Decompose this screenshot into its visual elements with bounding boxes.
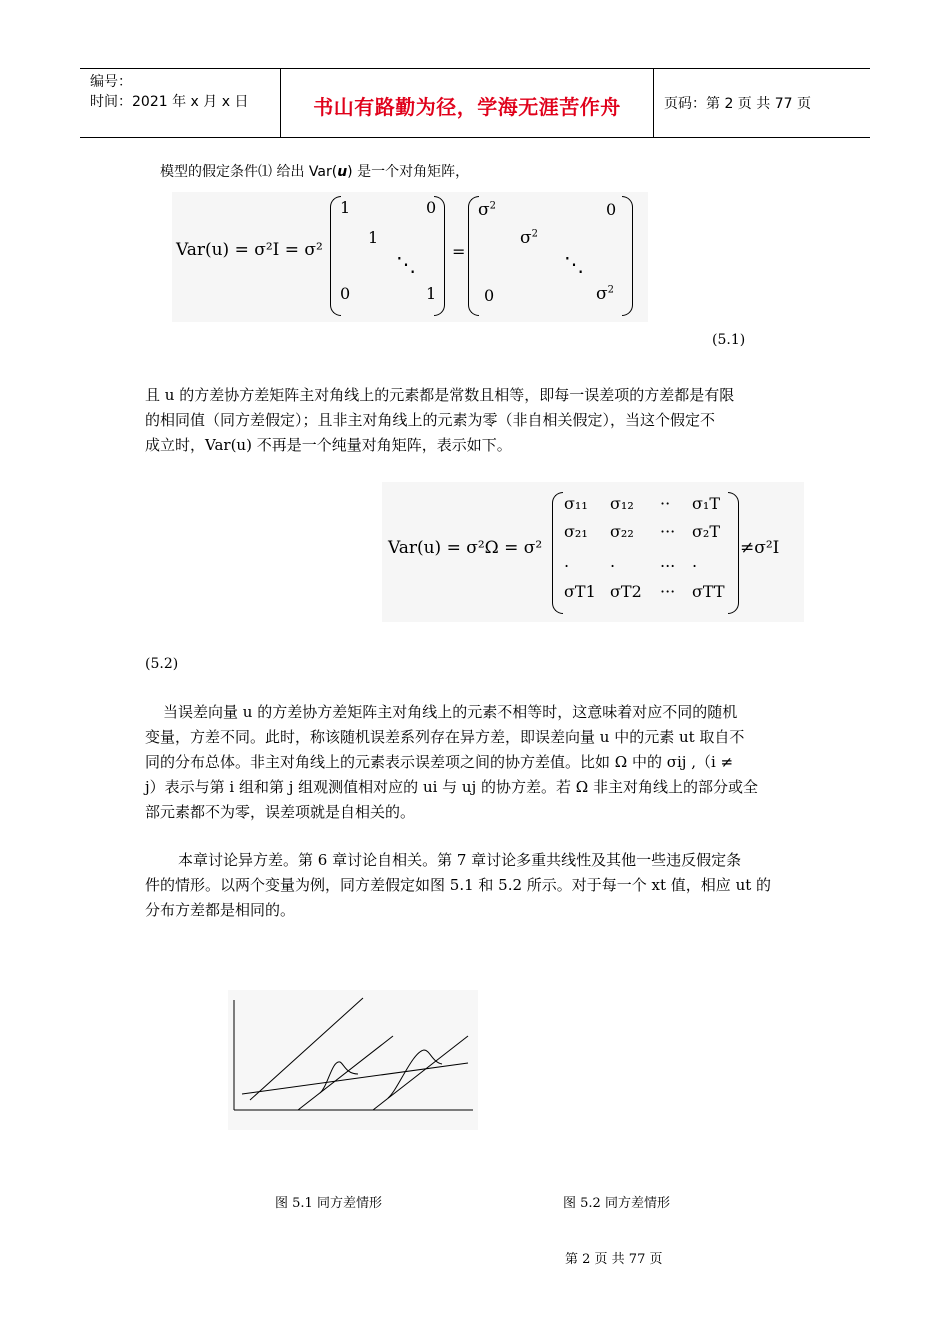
- intro-u: u: [337, 164, 348, 180]
- eq2-cell-r2c2: σ₂₂: [610, 522, 634, 541]
- para2-line2: 变量，方差不同。此时，称该随机误差系列存在异方差，即误差向量 u 中的元素 ut 取自不: [145, 728, 745, 746]
- eq1-m2-r4c1: 0: [484, 286, 495, 305]
- doc-code-label: 编号：: [90, 74, 132, 90]
- intro-text-after: ) 是一个对角矩阵，: [347, 164, 470, 180]
- eq2-cell-r4c1: σT1: [564, 582, 596, 601]
- eq2-cell-r1c4: σ₁T: [692, 494, 721, 513]
- eq2-cell-r3c3: ...: [660, 552, 676, 571]
- eq1-number: (5.1): [712, 332, 746, 348]
- intro-text-before: 模型的假定条件⑴ 给出 Var(: [160, 164, 338, 180]
- eq2-cell-r2c3: ···: [660, 522, 676, 541]
- eq2-matrix-grid: [564, 494, 728, 610]
- para1-line1: 且 u 的方差协方差矩阵主对角线上的元素都是常数且相等，即每一误差项的方差都是有限: [145, 386, 735, 404]
- page-footer: 第 2 页 共 77 页: [565, 1252, 663, 1267]
- eq2-number: (5.2): [145, 656, 179, 672]
- eq1-m1-r2c2: 1: [368, 228, 379, 247]
- eq1-m2-dots: ⋱: [564, 252, 584, 276]
- header-right-cell: [654, 69, 870, 137]
- eq1-equals: =: [452, 242, 466, 261]
- para1-line2: 的相同值（同方差假定）；且非主对角线上的元素为零（非自相关假定），当这个假定不: [145, 411, 716, 429]
- eq1-m1-dots: ⋱: [396, 252, 416, 276]
- header-motto: 书山有路勤为径，学海无涯苦作舟: [313, 95, 621, 119]
- para2-line3: 同的分布总体。非主对角线上的元素表示误差项之间的协方差值。比如 Ω 中的 σij ,（i ≠: [145, 753, 734, 771]
- para2-line5: 部元素都不为零，误差项就是自相关的。: [145, 803, 416, 821]
- para1-line3: 成立时，Var(u) 不再是一个纯量对角矩阵，表示如下。: [145, 436, 512, 454]
- figure-5-1-caption: 图 5.1 同方差情形: [275, 1196, 382, 1211]
- eq1-m2-right-paren: [622, 196, 633, 316]
- eq2-cell-r3c4: .: [692, 552, 698, 571]
- eq1-m1-r4c1: 0: [340, 284, 351, 303]
- eq1-m1-r1c1: 1: [340, 198, 351, 217]
- header-page-info: 页码：第 2 页 共 77 页: [664, 96, 811, 112]
- para2-line1: 当误差向量 u 的方差协方差矩阵主对角线上的元素不相等时，这意味着对应不同的随机: [163, 703, 738, 721]
- para3-line3: 分布方差都是相同的。: [145, 901, 296, 919]
- eq2-right-paren: [728, 492, 739, 614]
- eq1-lhs: Var(u) = σ²I = σ²: [176, 240, 323, 260]
- eq2-cell-r4c2: σT2: [610, 582, 642, 601]
- eq1-m2-r4c3: $\sigma^2$: [596, 284, 614, 304]
- page-header: [80, 68, 870, 138]
- para3-line1: 本章讨论异方差。第 6 章讨论自相关。第 7 章讨论多重共线性及其他一些违反假定条: [178, 851, 742, 869]
- figure-5-2-caption: 图 5.2 同方差情形: [563, 1196, 670, 1211]
- eq2-cell-r2c1: σ₂₁: [564, 522, 588, 541]
- doc-time-label: 时间：2021 年 x 月 x 日: [90, 94, 249, 110]
- figure-5-1-diagram: [228, 990, 478, 1130]
- equation-5-2: [382, 482, 804, 622]
- para3-line2: 件的情形。以两个变量为例，同方差假定如图 5.1 和 5.2 所示。对于每一个 xt 值，相应 ut 的: [145, 876, 772, 894]
- intro-sentence: [160, 160, 469, 185]
- equation-5-1: [172, 192, 648, 322]
- eq2-cell-r4c3: ···: [660, 582, 676, 601]
- eq1-m1-r4c3: 1: [426, 284, 437, 303]
- eq1-m2-r1c1: $\sigma^2$: [478, 200, 496, 220]
- eq2-cell-r1c1: σ₁₁: [564, 494, 588, 513]
- eq1-m2-r2c2: $\sigma^2$: [520, 228, 538, 248]
- header-motto-cell: [281, 69, 654, 137]
- eq2-rhs: ≠σ²I: [740, 538, 780, 558]
- eq2-cell-r3c2: .: [610, 552, 616, 571]
- eq1-m2-r1c3: 0: [606, 200, 617, 219]
- para2-line4: j）表示与第 i 组和第 j 组观测值相对应的 ui 与 uj 的协方差。若 Ω 非主对角线上的部分或全: [145, 778, 758, 796]
- eq2-left-paren: [552, 492, 563, 614]
- eq2-cell-r1c2: σ₁₂: [610, 494, 634, 513]
- eq2-cell-r3c1: .: [564, 552, 570, 571]
- eq1-m1-r1c3: 0: [426, 198, 437, 217]
- figure-background: [228, 990, 478, 1130]
- eq2-lhs: Var(u) = σ²Ω = σ²: [388, 538, 543, 558]
- header-left-cell: [80, 69, 281, 137]
- eq2-cell-r1c3: ··: [660, 494, 671, 513]
- eq2-cell-r2c4: σ₂T: [692, 522, 721, 541]
- eq2-cell-r4c4: σTT: [692, 582, 725, 601]
